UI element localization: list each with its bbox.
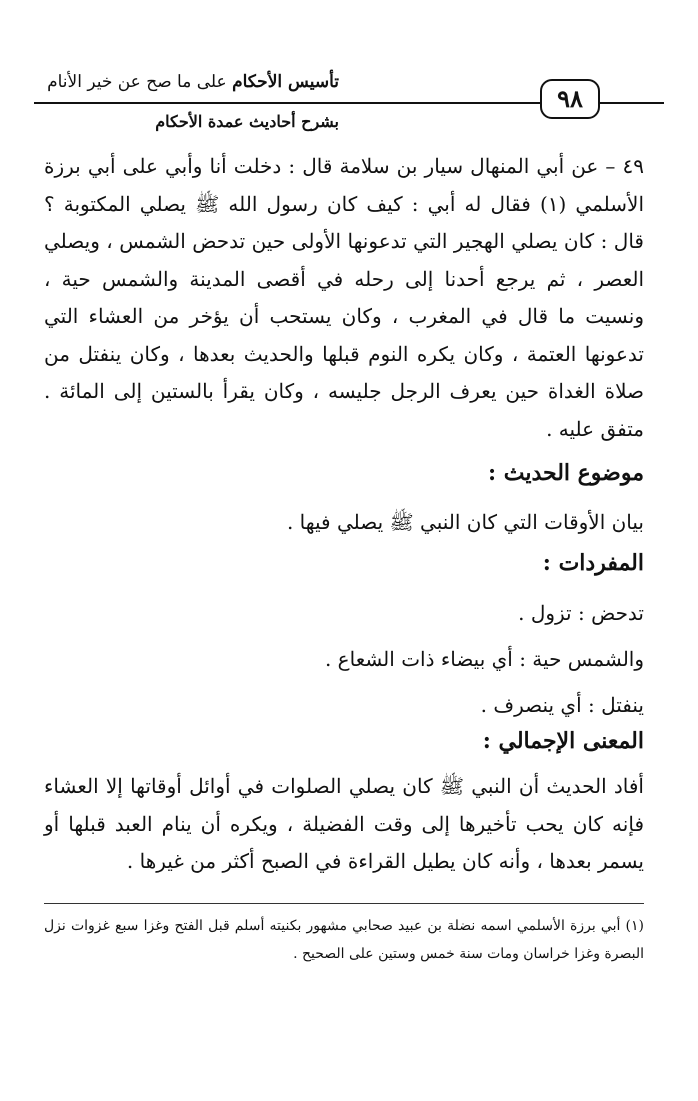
vocab-heading: المفردات : xyxy=(542,550,644,576)
running-title xyxy=(34,72,339,92)
topic-heading: موضوع الحديث : xyxy=(487,460,644,486)
hadith-text: ٤٩ – عن أبي المنهال سيار بن سلامة قال : دخلت أنا وأبي على أبي برزة الأسلمي (١) فقال له أبي : كيف كان رسول الله ﷺ يصلي المكتوبة ؟ قال : كان يصلي الهجير التي تدعونها الأولى حين تدحض الشمس ، ويصلي العصر ، ثم يرجع أحدنا إلى رحله في أقصى المدينة والشمس حية ، ونسيت ما قال في المغرب ، وكان يستحب أن يؤخر من العشاء التي تدعونها العتمة ، وكان يكره النوم قبلها والحديث بعدها ، وكان ينفتل من صلاة الغداة حين يعرف الرجل جليسه ، وكان يقرأ بالستين إلى المائة . متفق عليه . xyxy=(44,154,645,441)
vocab-item: ينفتل : أي ينصرف . xyxy=(480,693,644,717)
page-header xyxy=(34,62,664,142)
summary-text: أفاد الحديث أن النبي ﷺ كان يصلي الصلوات في أوائل أوقاتها إلا العشاء فإنه كان يحب تأخيرها إلى وقت الفضيلة ، ويكره أن ينام العبد قبلها أو يسمر بعدها ، وأنه كان يطيل القراءة في الصبح أكثر من غيرها . xyxy=(44,774,644,873)
vocab-item: والشمس حية : أي بيضاء ذات الشعاع . xyxy=(324,647,644,671)
footnote-separator xyxy=(44,903,644,904)
summary-heading: المعنى الإجمالي : xyxy=(482,728,644,754)
topic-text: بيان الأوقات التي كان النبي ﷺ يصلي فيها . xyxy=(286,510,644,534)
vocab-list xyxy=(44,590,644,728)
running-subtitle: بشرح أحاديث عمدة الأحكام xyxy=(155,112,339,131)
page-number: ٩٨ xyxy=(540,79,600,119)
book-title-rest: على ما صح عن خير الأنام xyxy=(47,72,227,92)
footnote: (١) أبي برزة الأسلمي اسمه نضلة بن عبيد صحابي مشهور بكنيته أسلم قبل الفتح وغزا سبع غزوات نزل البصرة وغزا خراسان ومات سنة خمس وستين على الصحيح . xyxy=(44,918,644,962)
vocab-item: تدحض : تزول . xyxy=(518,601,644,625)
book-title-bold: تأسيس الأحكام xyxy=(232,72,339,92)
